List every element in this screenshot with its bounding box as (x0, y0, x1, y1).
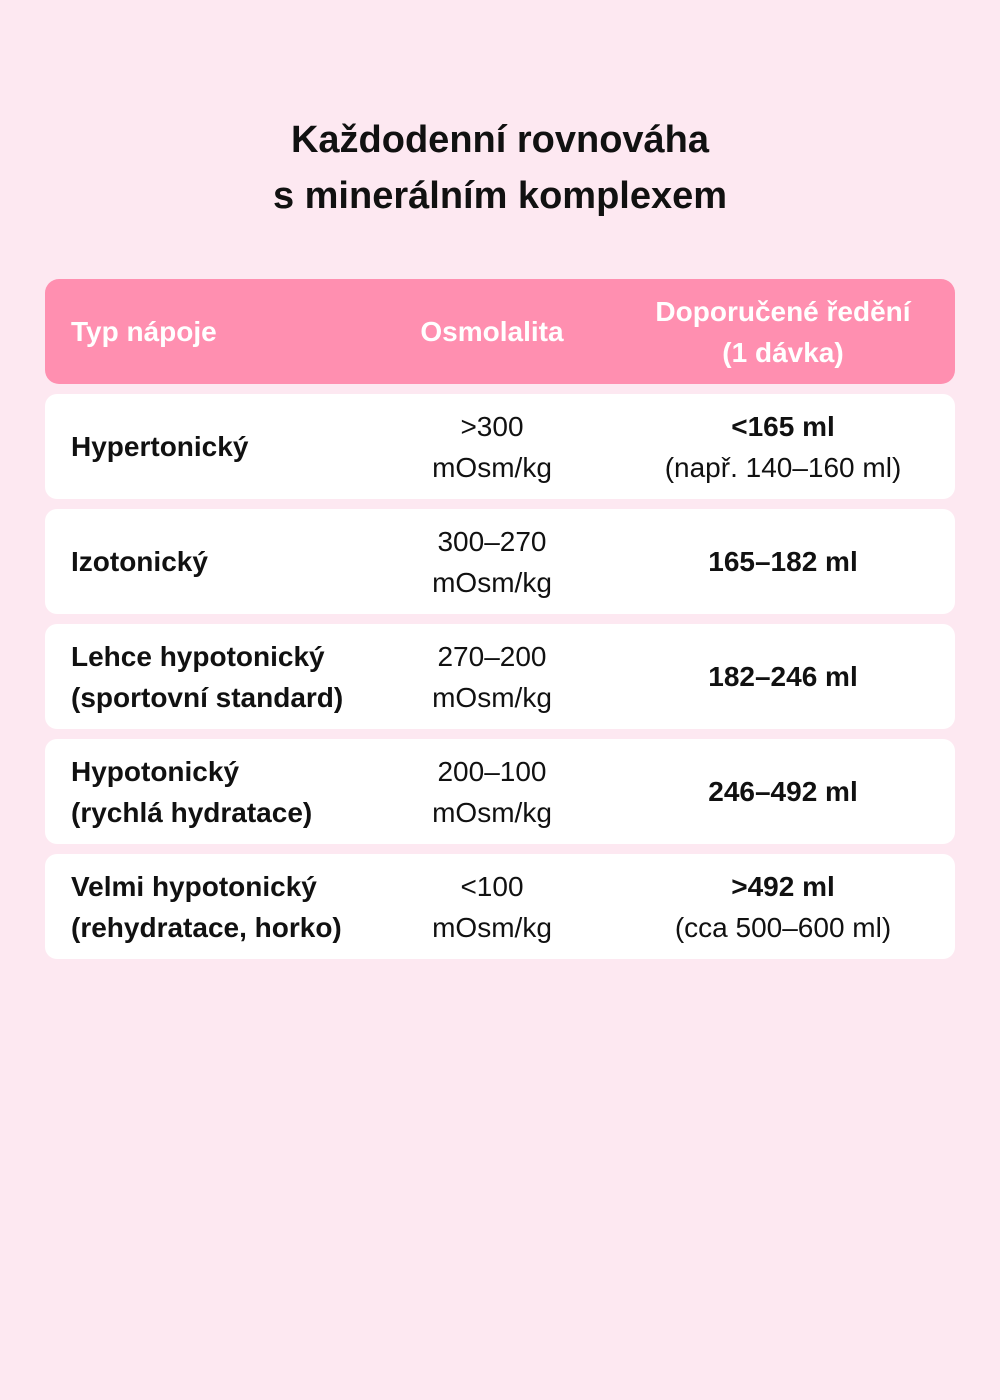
dilution-value: 165–182 ml (708, 546, 858, 577)
title-line-2: s minerálním komplexem (272, 175, 728, 217)
dilution-note: (např. 140–160 ml) (664, 451, 902, 483)
table-header (45, 279, 955, 384)
osmolality-cell (397, 739, 587, 844)
dilution-note: (cca 500–600 ml) (674, 911, 892, 943)
drink-type-detail: (rehydratace, horko) (71, 911, 342, 943)
table-row (45, 509, 955, 614)
drink-type: Hypotonický (71, 755, 240, 787)
osmolality-cell (397, 509, 587, 614)
drink-type: Velmi hypotonický (71, 870, 317, 902)
header-type (71, 279, 411, 384)
osmolality-range: 270–200 (437, 640, 547, 672)
dilution-value: 182–246 ml (708, 661, 858, 692)
table-row (45, 739, 955, 844)
dilution-cell (628, 739, 938, 844)
osmolality-table (45, 279, 955, 959)
header-osmolality-label: Osmolalita (420, 316, 564, 347)
dilution-cell (628, 624, 938, 729)
osmolality-range: 300–270 (437, 525, 547, 557)
drink-type-cell (71, 509, 411, 614)
osmolality-range: 200–100 (437, 755, 547, 787)
osmolality-range: >300 (460, 410, 524, 442)
drink-type-detail: (rychlá hydratace) (71, 796, 313, 828)
drink-type-cell (71, 854, 411, 959)
osmolality-unit: mOsm/kg (432, 796, 552, 828)
osmolality-cell (397, 854, 587, 959)
osmolality-unit: mOsm/kg (432, 911, 552, 943)
page-title (0, 112, 1000, 224)
drink-type: Hypertonický (71, 431, 249, 462)
table-row (45, 624, 955, 729)
osmolality-unit: mOsm/kg (432, 566, 552, 598)
dilution-value: >492 ml (731, 870, 835, 902)
drink-type: Izotonický (71, 546, 208, 577)
drink-type-cell (71, 394, 411, 499)
drink-type-cell (71, 624, 411, 729)
dilution-value: 246–492 ml (708, 776, 858, 807)
header-dilution-line-1: Doporučené ředění (655, 295, 911, 327)
drink-type-detail: (sportovní standard) (71, 681, 344, 713)
dilution-cell (628, 854, 938, 959)
dilution-cell (628, 394, 938, 499)
header-type-label: Typ nápoje (71, 316, 217, 347)
title-line-1: Každodenní rovnováha (290, 119, 710, 161)
table-row (45, 854, 955, 959)
header-dilution (628, 279, 938, 384)
table-row (45, 394, 955, 499)
osmolality-unit: mOsm/kg (432, 451, 552, 483)
drink-type-cell (71, 739, 411, 844)
osmolality-cell (397, 394, 587, 499)
dilution-value: <165 ml (731, 410, 835, 442)
osmolality-unit: mOsm/kg (432, 681, 552, 713)
header-osmolality (397, 279, 587, 384)
drink-type: Lehce hypotonický (71, 640, 325, 672)
osmolality-cell (397, 624, 587, 729)
dilution-cell (628, 509, 938, 614)
header-dilution-line-2: (1 dávka) (722, 336, 844, 368)
osmolality-range: <100 (460, 870, 524, 902)
